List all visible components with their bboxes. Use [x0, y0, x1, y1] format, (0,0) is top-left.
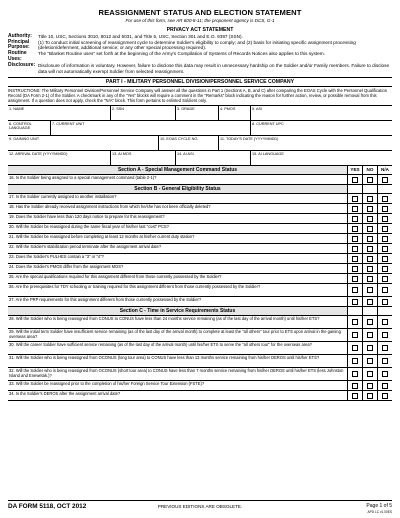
previous-editions-note: PREVIOUS EDITIONS ARE OBSOLETE. [157, 504, 243, 509]
answer-cell-no [362, 274, 377, 283]
question-row [8, 391, 392, 401]
answer-cell-na [377, 204, 392, 213]
question-text: 34. Is the Soldier's DEROS after the assignment arrival date? [9, 391, 121, 397]
privacy-act-label: Authority: [8, 32, 32, 39]
field-row [8, 121, 392, 136]
no-checkbox[interactable] [367, 319, 373, 325]
na-checkbox[interactable] [382, 287, 388, 293]
answer-cell-yes [347, 224, 362, 233]
no-checkbox[interactable] [367, 177, 373, 183]
question-text: 21. Will the Soldier be reassigned before completing at least 12 months at his/her current duty station? [9, 234, 195, 240]
field-row [8, 106, 392, 121]
no-checkbox[interactable] [367, 256, 373, 262]
answer-cell-no [362, 175, 377, 184]
privacy-act-text: Title 10, USC, Sections 3010, 8012 and 5031, and Title 5, USC, Section 301 and E.O. 9397 (SSN). [38, 33, 243, 39]
answer-cell-yes [347, 264, 362, 273]
na-checkbox[interactable] [382, 345, 388, 351]
question-text: 17. Is the Soldier currently assigned to another installation? [9, 194, 117, 200]
identification-fields [8, 105, 392, 166]
form-field[interactable]: 13. AI MOS [111, 151, 176, 165]
yes-checkbox[interactable] [352, 177, 358, 183]
answer-cell-no [362, 224, 377, 233]
answer-cell-na [377, 284, 392, 296]
form-field[interactable]: 5. ASI [252, 106, 263, 111]
column-header-na [377, 307, 392, 315]
answer-cell-yes [347, 316, 362, 328]
privacy-act-label: Disclosure: [8, 61, 36, 68]
section-title: Section C - Time in Service Requirements Status [119, 308, 236, 315]
privacy-act-row [8, 34, 392, 40]
answer-cell-yes [347, 204, 362, 213]
question-row [8, 297, 392, 307]
question-row [8, 234, 392, 244]
no-checkbox[interactable] [367, 236, 373, 242]
question-text: 27. Are the PRP requirements for this assignment different from those currently possessed by the Soldier? [9, 297, 202, 303]
answer-cell-na [377, 381, 392, 390]
yes-checkbox[interactable] [352, 287, 358, 293]
yes-checkbox[interactable] [352, 226, 358, 232]
column-header-yes [347, 307, 362, 315]
field-row [8, 151, 392, 166]
yes-checkbox[interactable] [352, 266, 358, 272]
yes-checkbox[interactable] [352, 196, 358, 202]
yes-checkbox[interactable] [352, 236, 358, 242]
privacy-act-row [8, 63, 392, 74]
no-checkbox[interactable] [367, 371, 373, 377]
answer-cell-na [377, 175, 392, 184]
privacy-act-label: Routine Uses: [8, 50, 27, 62]
na-checkbox[interactable] [382, 299, 388, 305]
question-text: 25. Are the special qualifications required for this assignment different from those currently possessed by the Soldier? [9, 274, 222, 280]
answer-cell-na [377, 234, 392, 243]
na-checkbox[interactable] [382, 319, 388, 325]
question-row [8, 329, 392, 342]
form-field[interactable]: 9. GAINING UNIT [8, 136, 159, 150]
answer-cell-yes [347, 175, 362, 184]
yes-checkbox[interactable] [352, 332, 358, 338]
answer-cell-no [362, 391, 377, 400]
answer-cell-yes [347, 329, 362, 341]
answer-cell-no [362, 244, 377, 253]
column-header-no: NO [362, 166, 377, 174]
na-checkbox[interactable] [382, 332, 388, 338]
answer-cell-yes [347, 274, 362, 283]
form-field[interactable]: 7. CURRENT UNIT [51, 121, 251, 135]
no-checkbox[interactable] [367, 393, 373, 399]
answer-cell-na [377, 329, 392, 341]
privacy-act-label: Principal Purpose: [8, 38, 30, 51]
no-checkbox[interactable] [367, 196, 373, 202]
no-checkbox[interactable] [367, 287, 373, 293]
answer-cell-na [377, 391, 392, 400]
form-field[interactable]: 1. NAME [8, 106, 111, 120]
question-row [8, 381, 392, 391]
answer-cell-yes [347, 244, 362, 253]
question-row [8, 368, 392, 381]
question-row [8, 224, 392, 234]
privacy-act-row [8, 40, 392, 51]
answer-cell-yes [347, 381, 362, 390]
answer-cell-no [362, 254, 377, 263]
no-checkbox[interactable] [367, 226, 373, 232]
na-checkbox[interactable] [382, 226, 388, 232]
question-row [8, 214, 392, 224]
form-field[interactable]: 14. AI ASI [176, 151, 251, 165]
answer-cell-yes [347, 254, 362, 263]
question-text: 26. Are the prerequisites for TDY schooling or training required for this assignment different from those currently possessed by the Soldier? [9, 284, 261, 290]
yes-checkbox[interactable] [352, 371, 358, 377]
column-header-no [362, 185, 377, 193]
question-text: 30. Will the career Soldier have sufficient service remaining (as of the last day of the arrival month) until his/her ETS to serve the "all others tour" for the overseas area? [9, 342, 312, 348]
answer-cell-yes [347, 194, 362, 203]
form-field[interactable]: 3. GRADE [176, 106, 219, 120]
form-field[interactable]: 6. CONTROL LANGUAGE [8, 121, 51, 135]
na-checkbox[interactable] [382, 196, 388, 202]
yes-checkbox[interactable] [352, 319, 358, 325]
na-checkbox[interactable] [382, 371, 388, 377]
yes-checkbox[interactable] [352, 393, 358, 399]
na-checkbox[interactable] [382, 216, 388, 222]
question-row [8, 244, 392, 254]
form-footer [8, 500, 392, 517]
question-text: 19. Does the Soldier have less than 120 days notice to prepare for this reassignment? [9, 214, 165, 220]
answer-cell-no [362, 342, 377, 354]
column-header-no [362, 307, 377, 315]
answer-cell-na [377, 316, 392, 328]
yes-checkbox[interactable] [352, 383, 358, 389]
yes-checkbox[interactable] [352, 256, 358, 262]
question-text: 32. Will the Soldier who is being reassigned from OCONUS (short tour area) to CONUS have less than 7 months service remaining from his/her DEROS until his/her ETS (less Johnston Island and Enewetak.)? [9, 368, 344, 379]
questions-area [8, 166, 392, 401]
question-row [8, 316, 392, 329]
column-header-yes: YES [347, 166, 362, 174]
question-row [8, 284, 392, 297]
form-title: REASSIGNMENT STATUS AND ELECTION STATEMENT [98, 8, 302, 17]
section-title: Section A - Special Management Command Status [117, 167, 238, 174]
question-text: 31. Will the Soldier who is being reassigned from OCONUS (long tour area) to CONUS have less than 13 months service remaining from his/her DEROS until his/her ETS? [9, 355, 320, 361]
answer-cell-na [377, 274, 392, 283]
yes-checkbox[interactable] [352, 299, 358, 305]
na-checkbox[interactable] [382, 393, 388, 399]
form-field[interactable]: 10. EOAS CYCLE NO. [159, 136, 219, 150]
answer-cell-yes [347, 214, 362, 223]
yes-checkbox[interactable] [352, 216, 358, 222]
no-checkbox[interactable] [367, 266, 373, 272]
field-row [8, 136, 392, 151]
answer-cell-no [362, 316, 377, 328]
privacy-act-statement [8, 34, 392, 75]
question-row [8, 175, 392, 185]
answer-cell-yes [347, 391, 362, 400]
answer-cell-na [377, 264, 392, 273]
answer-cell-na [377, 355, 392, 367]
form-field[interactable]: 12. ARRIVAL DATE (YYYYMMDD) [8, 151, 111, 165]
section-header [8, 307, 392, 316]
na-checkbox[interactable] [382, 358, 388, 364]
question-text: 20. Will the Soldier be reassigned during the same fiscal year of his/her last "cost" PCS? [9, 224, 169, 230]
question-row [8, 274, 392, 284]
answer-cell-yes [347, 234, 362, 243]
form-field[interactable]: 8. CURRENT UPC [252, 121, 284, 126]
no-checkbox[interactable] [367, 345, 373, 351]
answer-cell-no [362, 329, 377, 341]
question-row [8, 355, 392, 368]
no-checkbox[interactable] [367, 383, 373, 389]
question-text: 33. Will the Soldier be reassigned prior to the completion of his/her Foreign Service Tour Extension (FSTE)? [9, 381, 205, 387]
answer-cell-yes [347, 368, 362, 380]
column-header-na [377, 185, 392, 193]
answer-cell-no [362, 355, 377, 367]
no-checkbox[interactable] [367, 299, 373, 305]
question-text: 22. Will the Soldier's stabilization period terminate after the assignment arrival date? [9, 244, 162, 250]
na-checkbox[interactable] [382, 266, 388, 272]
no-checkbox[interactable] [367, 246, 373, 252]
privacy-act-row [8, 51, 392, 62]
answer-cell-na [377, 368, 392, 380]
answer-cell-na [377, 194, 392, 203]
privacy-act-text: The "Blanket Routine uses" set forth at the beginning of the Army's Compilation of Systems of Records Notices also applies to this system. [38, 51, 325, 57]
part1-instructions: INSTRUCTIONS: The Military Personnel Division/Personnel Service Company will answer all the questions in Part 1 (Sections A, B, and C) after comparing the EOAS Cycle with the Personnel Qualification Record (DA Form 2-1) of the Soldier. A checkmark in any of the "Yes" blocks will require a comment in the "Remarks" block indicating the reason for further action, review, or possible removal from this assignment. If a question does not apply, check the "N/A" block. This form pertains to enlisted Soldiers only. [8, 88, 388, 104]
column-header-yes [347, 185, 362, 193]
na-checkbox[interactable] [382, 276, 388, 282]
question-row [8, 204, 392, 214]
question-text: 16. Is the Soldier being assigned to a special management command (table 2-1)? [9, 175, 157, 181]
privacy-act-heading: PRIVACY ACT STATEMENT [166, 27, 234, 33]
no-checkbox[interactable] [367, 358, 373, 364]
form-field[interactable]: 4. PMOS [219, 106, 251, 120]
privacy-act-text: (1) To conduct initial screening of reassignment cycle to determine Soldier's eligibility to comply; and (2) basis for initiating specific assignment processing (deletion/deferment, additional service; or any other special processing required). [38, 39, 356, 51]
page-number: Page 1 of 5 [366, 503, 392, 509]
answer-cell-no [362, 204, 377, 213]
answer-cell-no [362, 194, 377, 203]
na-checkbox[interactable] [382, 256, 388, 262]
form-subtitle: For use of this form, see AR 600-8-11; the proponent agency is DCS, G-1 [125, 18, 275, 23]
yes-checkbox[interactable] [352, 206, 358, 212]
form-field[interactable]: 15. AI LANGUAGE [252, 151, 284, 156]
no-checkbox[interactable] [367, 332, 373, 338]
question-text: 23. Does the Soldier's PULHES contain a "3" or "4"? [9, 254, 104, 260]
yes-checkbox[interactable] [352, 276, 358, 282]
answer-cell-no [362, 284, 377, 296]
answer-cell-no [362, 234, 377, 243]
no-checkbox[interactable] [367, 206, 373, 212]
question-row [8, 342, 392, 355]
answer-cell-yes [347, 355, 362, 367]
yes-checkbox[interactable] [352, 246, 358, 252]
answer-cell-na [377, 297, 392, 306]
form-field[interactable]: 11. TODAY'S DATE (YYYYMMDD) [220, 136, 279, 141]
part1-heading: PART I - MILITARY PERSONNEL DIVISION/PERSONNEL SERVICE COMPANY [8, 77, 392, 87]
question-row [8, 194, 392, 204]
answer-cell-na [377, 244, 392, 253]
section-header [8, 185, 392, 194]
answer-cell-na [377, 214, 392, 223]
answer-cell-yes [347, 297, 362, 306]
answer-cell-no [362, 297, 377, 306]
answer-cell-no [362, 214, 377, 223]
form-number: DA FORM 5118, OCT 2012 [8, 503, 87, 510]
answer-cell-no [362, 381, 377, 390]
yes-checkbox[interactable] [352, 345, 358, 351]
answer-cell-yes [347, 342, 362, 354]
na-checkbox[interactable] [382, 206, 388, 212]
na-checkbox[interactable] [382, 177, 388, 183]
section-title: Section B - General Eligibility Status [134, 186, 221, 193]
apd-version: APD LC v1.00ES [367, 510, 392, 514]
na-checkbox[interactable] [382, 236, 388, 242]
question-row [8, 264, 392, 274]
no-checkbox[interactable] [367, 276, 373, 282]
question-text: 29. Will the initial term Soldier have insufficient service remaining (as of the last day of the arrival month) to complete at least the "all others" tour prior to ETS upon arrival in the gaining overseas area? [9, 329, 341, 340]
question-row [8, 254, 392, 264]
form-field[interactable]: 2. SSN [111, 106, 176, 120]
na-checkbox[interactable] [382, 383, 388, 389]
privacy-act-text: Disclosure of information is voluntary. However, failure to disclose this data may result in unnecessary hardship on the Soldier and/or Family members. Failure to disclose data will not automatically exempt Soldier from selected reassignment. [38, 62, 390, 74]
na-checkbox[interactable] [382, 246, 388, 252]
column-header-na: N/A [377, 166, 392, 174]
question-text: 28. Will the Soldier who is being reassigned from CONUS to CONUS have less than 24 months service remaining (as of the last day of the arrival month) until his/her ETS? [9, 316, 320, 322]
answer-cell-na [377, 342, 392, 354]
section-header [8, 166, 392, 175]
answer-cell-na [377, 254, 392, 263]
no-checkbox[interactable] [367, 216, 373, 222]
form-page [8, 6, 392, 401]
question-text: 18. Has the Soldier already received assignment instructions from which he/she has not been officially deleted? [9, 204, 211, 210]
answer-cell-na [377, 224, 392, 233]
question-text: 24. Does the Soldier's PMOS differ from the assignment MOS? [9, 264, 124, 270]
answer-cell-no [362, 264, 377, 273]
answer-cell-yes [347, 284, 362, 296]
answer-cell-no [362, 368, 377, 380]
yes-checkbox[interactable] [352, 358, 358, 364]
